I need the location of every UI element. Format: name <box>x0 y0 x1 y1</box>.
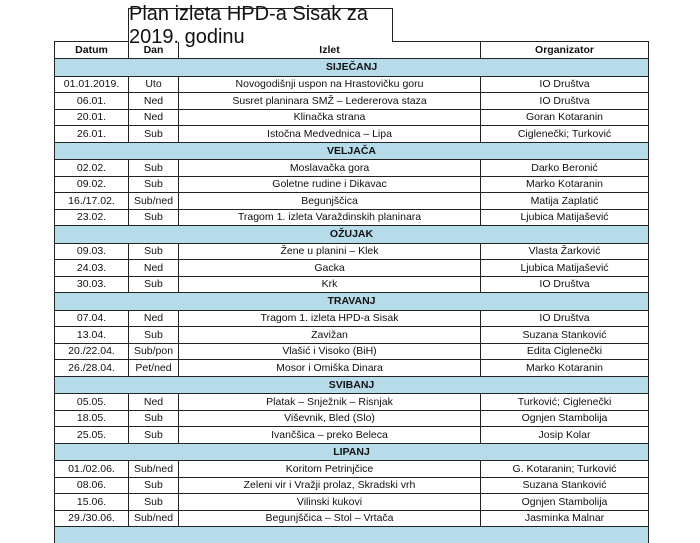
cell-izlet: Vilinski kukovi <box>179 494 481 511</box>
cell-izlet: Krk <box>179 276 481 293</box>
cell-datum: 26.01. <box>55 126 129 143</box>
cell-organizator: Ognjen Stambolija <box>481 410 649 427</box>
cell-datum: 02.02. <box>55 160 129 177</box>
cell-izlet: Vlašić i Visoko (BiH) <box>179 343 481 360</box>
cell-dan: Ned <box>129 310 179 327</box>
table-row <box>55 76 649 93</box>
cell-izlet: Susret planinara SMŽ – Ledererova staza <box>179 93 481 110</box>
cell-datum: 18.05. <box>55 410 129 427</box>
table-body <box>55 59 649 543</box>
table-row <box>55 343 649 360</box>
section-row-month <box>55 443 649 461</box>
cell-organizator: Suzana Stanković <box>481 477 649 494</box>
cell-dan: Sub <box>129 477 179 494</box>
cell-organizator: Jasminka Malnar <box>481 510 649 527</box>
section-row-month <box>55 59 649 77</box>
cell-datum: 24.03. <box>55 260 129 277</box>
table-row <box>55 494 649 511</box>
cell-dan: Sub/ned <box>129 510 179 527</box>
cell-dan: Sub <box>129 427 179 444</box>
cell-dan: Sub/ned <box>129 461 179 478</box>
cell-organizator: Ognjen Stambolija <box>481 494 649 511</box>
table-row <box>55 193 649 210</box>
section-row-month <box>55 293 649 311</box>
cell-organizator: Matija Zaplatić <box>481 193 649 210</box>
table-row <box>55 93 649 110</box>
section-month-label: OŽUJAK <box>55 226 649 244</box>
table-row <box>55 176 649 193</box>
cell-dan: Sub <box>129 327 179 344</box>
cell-dan: Ned <box>129 260 179 277</box>
table-row <box>55 209 649 226</box>
cell-dan: Sub <box>129 410 179 427</box>
cell-organizator: Vlasta Žarković <box>481 243 649 260</box>
cell-datum: 09.02. <box>55 176 129 193</box>
table-row <box>55 260 649 277</box>
cell-datum: 26./28.04. <box>55 360 129 377</box>
table-row <box>55 126 649 143</box>
cell-dan: Sub <box>129 176 179 193</box>
section-month-label: VELJAČA <box>55 142 649 160</box>
section-row-month <box>55 376 649 394</box>
cell-dan: Sub/ned <box>129 193 179 210</box>
cell-datum: 01./02.06. <box>55 461 129 478</box>
cell-izlet: Zeleni vir i Vražji prolaz, Skradski vrh <box>179 477 481 494</box>
cell-dan: Pet/ned <box>129 360 179 377</box>
cell-organizator: Josip Kolar <box>481 427 649 444</box>
cell-datum: 29./30.06. <box>55 510 129 527</box>
page-title: Plan izleta HPD-a Sisak za 2019. godinu <box>128 8 393 42</box>
table-row <box>55 461 649 478</box>
cell-izlet: Gacka <box>179 260 481 277</box>
cell-izlet: Platak – Snježnik – Risnjak <box>179 394 481 411</box>
section-month-label: LIPANJ <box>55 443 649 461</box>
table-row <box>55 109 649 126</box>
cell-organizator: Goran Kotaranin <box>481 109 649 126</box>
section-month-label: TRAVANJ <box>55 293 649 311</box>
cell-datum: 13.04. <box>55 327 129 344</box>
cell-organizator: Ljubica Matijašević <box>481 260 649 277</box>
cell-organizator: Turković; Ciglenečki <box>481 394 649 411</box>
table-row <box>55 243 649 260</box>
cell-organizator: G. Kotaranin; Turković <box>481 461 649 478</box>
cell-datum: 20./22.04. <box>55 343 129 360</box>
cell-izlet: Tragom 1. izleta HPD-a Sisak <box>179 310 481 327</box>
cell-dan: Ned <box>129 109 179 126</box>
cell-izlet: Mosor i Omiška Dinara <box>179 360 481 377</box>
cell-dan: Uto <box>129 76 179 93</box>
cell-izlet: Žene u planini – Klek <box>179 243 481 260</box>
table-row <box>55 360 649 377</box>
cell-izlet: Novogodišnji uspon na Hrastovičku goru <box>179 76 481 93</box>
table-row <box>55 160 649 177</box>
cell-izlet: Viševnik, Bled (Slo) <box>179 410 481 427</box>
table-row <box>55 510 649 527</box>
cell-datum: 16./17.02. <box>55 193 129 210</box>
cell-dan: Sub <box>129 126 179 143</box>
cell-organizator: Darko Beronić <box>481 160 649 177</box>
table-row <box>55 410 649 427</box>
cell-dan: Sub <box>129 160 179 177</box>
section-month-label <box>55 527 649 543</box>
cell-datum: 20.01. <box>55 109 129 126</box>
table-row <box>55 327 649 344</box>
section-row-month <box>55 226 649 244</box>
cell-dan: Sub <box>129 209 179 226</box>
table-row <box>55 276 649 293</box>
cell-organizator: IO Društva <box>481 276 649 293</box>
cell-datum: 23.02. <box>55 209 129 226</box>
cell-datum: 25.05. <box>55 427 129 444</box>
cell-dan: Ned <box>129 93 179 110</box>
next-section-row-partial <box>55 527 649 543</box>
cell-datum: 09.03. <box>55 243 129 260</box>
column-header-dan: Dan <box>129 42 179 59</box>
table-row <box>55 394 649 411</box>
cell-organizator: Marko Kotaranin <box>481 176 649 193</box>
cell-organizator: Ljubica Matijašević <box>481 209 649 226</box>
cell-organizator: Edita Ciglenečki <box>481 343 649 360</box>
section-month-label: SVIBANJ <box>55 376 649 394</box>
cell-izlet: Begunjščica <box>179 193 481 210</box>
cell-dan: Ned <box>129 394 179 411</box>
table-row <box>55 477 649 494</box>
cell-organizator: IO Društva <box>481 93 649 110</box>
cell-datum: 07.04. <box>55 310 129 327</box>
cell-izlet: Tragom 1. izleta Varaždinskih planinara <box>179 209 481 226</box>
cell-izlet: Goletne rudine i Dikavac <box>179 176 481 193</box>
cell-organizator: IO Društva <box>481 76 649 93</box>
cell-datum: 06.01. <box>55 93 129 110</box>
cell-dan: Sub <box>129 276 179 293</box>
cell-izlet: Klinačka strana <box>179 109 481 126</box>
column-header-izlet: Izlet <box>179 42 481 59</box>
cell-organizator: Marko Kotaranin <box>481 360 649 377</box>
cell-izlet: Moslavačka gora <box>179 160 481 177</box>
cell-organizator: IO Društva <box>481 310 649 327</box>
cell-datum: 30.03. <box>55 276 129 293</box>
cell-izlet: Istočna Medvednica – Lipa <box>179 126 481 143</box>
cell-izlet: Begunjščica – Stol – Vrtača <box>179 510 481 527</box>
cell-dan: Sub <box>129 243 179 260</box>
section-row-month <box>55 142 649 160</box>
column-header-datum: Datum <box>55 42 129 59</box>
cell-organizator: Suzana Stanković <box>481 327 649 344</box>
table-row <box>55 427 649 444</box>
cell-dan: Sub <box>129 494 179 511</box>
section-month-label: SIJEČANJ <box>55 59 649 77</box>
cell-datum: 15.06. <box>55 494 129 511</box>
cell-dan: Sub/pon <box>129 343 179 360</box>
cell-izlet: Koritom Petrinjčice <box>179 461 481 478</box>
cell-izlet: Zavižan <box>179 327 481 344</box>
cell-datum: 05.05. <box>55 394 129 411</box>
cell-datum: 08.06. <box>55 477 129 494</box>
cell-izlet: Ivančšica – preko Beleca <box>179 427 481 444</box>
cell-datum: 01.01.2019. <box>55 76 129 93</box>
trip-plan-table <box>54 41 649 543</box>
cell-organizator: Ciglenečki; Turković <box>481 126 649 143</box>
table-row <box>55 310 649 327</box>
column-header-organizator: Organizator <box>481 42 649 59</box>
